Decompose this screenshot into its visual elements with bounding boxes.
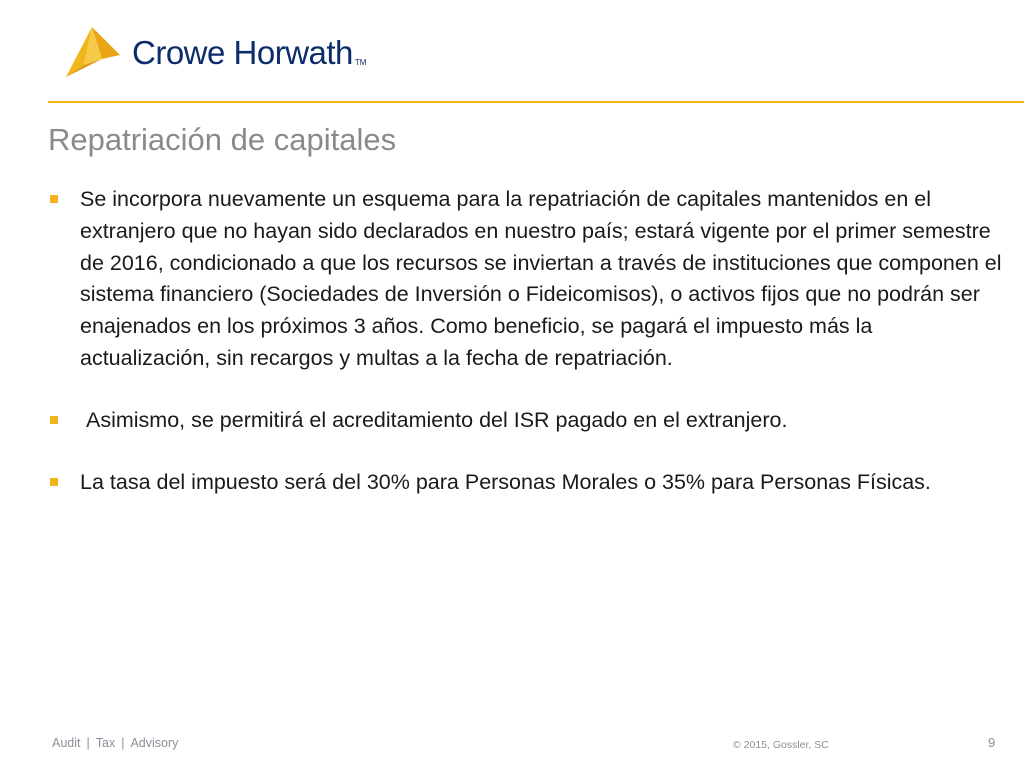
square-bullet-icon (50, 195, 58, 203)
footer-copyright: © 2015, Gossler, SC (733, 739, 829, 751)
bullet-item (48, 467, 1008, 499)
bullet-list (48, 184, 1008, 528)
bullet-text: Se incorpora nuevamente un esquema para la repatriación de capitales mantenidos en el extranjero que no hayan sido declarados en nuestro país; estará vigente por el primer semestre de 2016, condicionado a que los recursos se inviertan a través de instituciones que componen el sistema financiero (Sociedades de Inversión o Fideicomisos), o activos fijos que no podrán ser enajenados en los próximos 3 años. Como beneficio, se pagará el impuesto más la actualización, sin recargos y multas a la fecha de repatriación. (80, 187, 1002, 370)
footer-separator: | (86, 736, 90, 750)
sail-logo-icon (62, 25, 124, 79)
square-bullet-icon (50, 416, 58, 424)
brand-logo (62, 24, 366, 80)
footer-service-tax: Tax (95, 736, 116, 750)
square-bullet-icon (50, 478, 58, 486)
bullet-text: La tasa del impuesto será del 30% para Personas Morales o 35% para Personas Físicas. (80, 469, 931, 494)
header-divider (48, 101, 1024, 103)
footer-service-advisory: Advisory (130, 736, 179, 750)
slide-title: Repatriación de capitales (48, 122, 397, 157)
bullet-item (48, 405, 1008, 437)
bullet-text: Asimismo, se permitirá el acreditamiento del ISR pagado en el extranjero. (80, 407, 788, 432)
footer-service-audit: Audit (52, 736, 81, 750)
page-number: 9 (988, 735, 996, 750)
footer-separator: | (121, 736, 125, 750)
footer-services (52, 736, 178, 750)
brand-trademark: TM (354, 57, 367, 67)
brand-name: Crowe Horwath (132, 33, 353, 71)
bullet-item (48, 184, 1008, 375)
